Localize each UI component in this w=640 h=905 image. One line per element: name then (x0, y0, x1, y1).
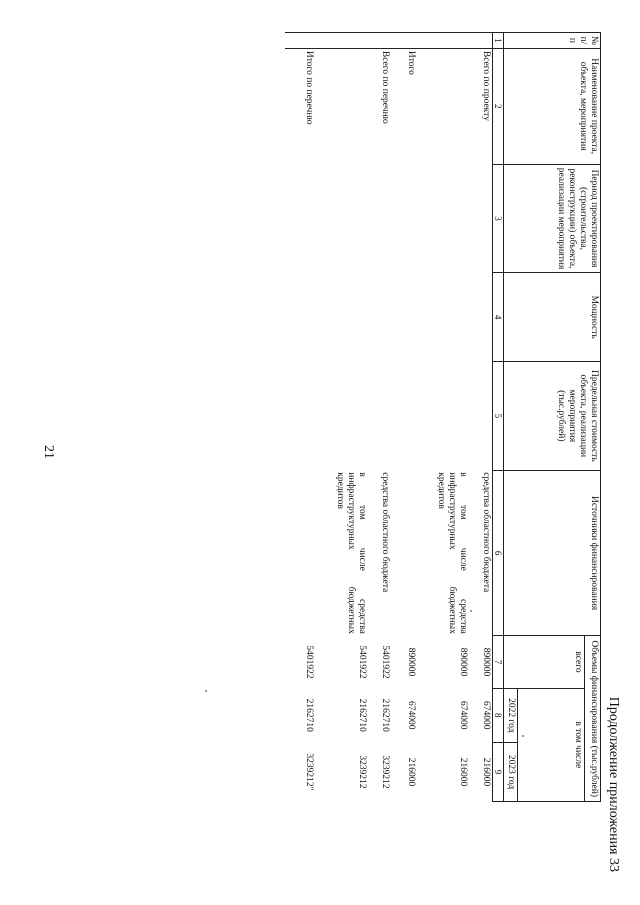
row-2022: 2162710 (380, 698, 391, 732)
row-source: в том числе средства инфраструктурных бюджетных кредитов (335, 472, 368, 634)
table-row (315, 33, 391, 802)
column-number: 2 (492, 48, 503, 164)
header-volume: Объемы финансирования (тыс.рублей) (585, 636, 601, 802)
row-2022: 674000 (480, 701, 491, 730)
header-no: № п/п (504, 33, 601, 49)
header-2022: 2022 год (504, 688, 518, 742)
column-number: 7 (492, 636, 503, 688)
column-number: 1 (492, 33, 503, 49)
row-total: 5401922 (304, 645, 315, 679)
scan-speck (205, 690, 207, 692)
column-number: 3 (492, 164, 503, 273)
row-name: Итого по перечню (304, 50, 315, 125)
row-name: Итого (406, 50, 417, 75)
row-2022: 2162710 (357, 698, 368, 732)
header-period: Период проектирования (строительства, реконструкции) объекта, реализации мероприятия (504, 164, 601, 273)
table-row (417, 33, 492, 802)
table-row (285, 33, 315, 802)
header-total: всего (504, 636, 585, 688)
row-total: 890000 (480, 647, 491, 677)
row-2023: 3239212" (304, 753, 315, 791)
column-number: 8 (492, 688, 503, 742)
row-2023: 216000 (480, 757, 491, 787)
row-2023: 216000 (457, 757, 468, 787)
appendix-heading: Продолжение приложения 33 (606, 696, 621, 872)
row-2022: 2162710 (304, 698, 315, 732)
row-2022: 674000 (457, 701, 468, 730)
financing-table (60, 32, 601, 872)
row-source: в том числе средства инфраструктурных бюджетных кредитов (435, 472, 468, 634)
column-number: 4 (492, 273, 503, 361)
table-row (391, 33, 417, 802)
row-total: 5401922 (357, 645, 368, 679)
row-2023: 216000 (406, 757, 417, 787)
row-2023: 3239212 (380, 755, 391, 789)
scan-speck (470, 610, 472, 612)
row-2023: 3239212 (357, 755, 368, 789)
row-2022: 674000 (406, 701, 417, 730)
scan-speck (522, 735, 524, 737)
row-total: 890000 (406, 647, 417, 677)
page-number: 21 (41, 445, 56, 459)
column-number: 6 (492, 470, 503, 636)
header-incl: в том числе (517, 688, 584, 801)
header-cost: Предельная стоимость объекта, реализации мероприятия (тыс.рублей) (504, 361, 601, 470)
header-source: Источники финансирования (504, 470, 601, 636)
column-number: 9 (492, 742, 503, 801)
row-total: 5401922 (380, 645, 391, 679)
row-name: Всего по проекту (480, 50, 491, 121)
row-total: 890000 (457, 647, 468, 677)
header-name: Наименование проекта, объекта, мероприятия (504, 48, 601, 164)
row-source: средства областного бюджета (480, 472, 491, 593)
row-source: средства областного бюджета (380, 472, 391, 593)
column-number: 5 (492, 361, 503, 470)
header-capacity: Мощность (504, 273, 601, 361)
header-2023: 2023 год (504, 742, 518, 801)
row-name: Всего по перечню (380, 50, 391, 124)
